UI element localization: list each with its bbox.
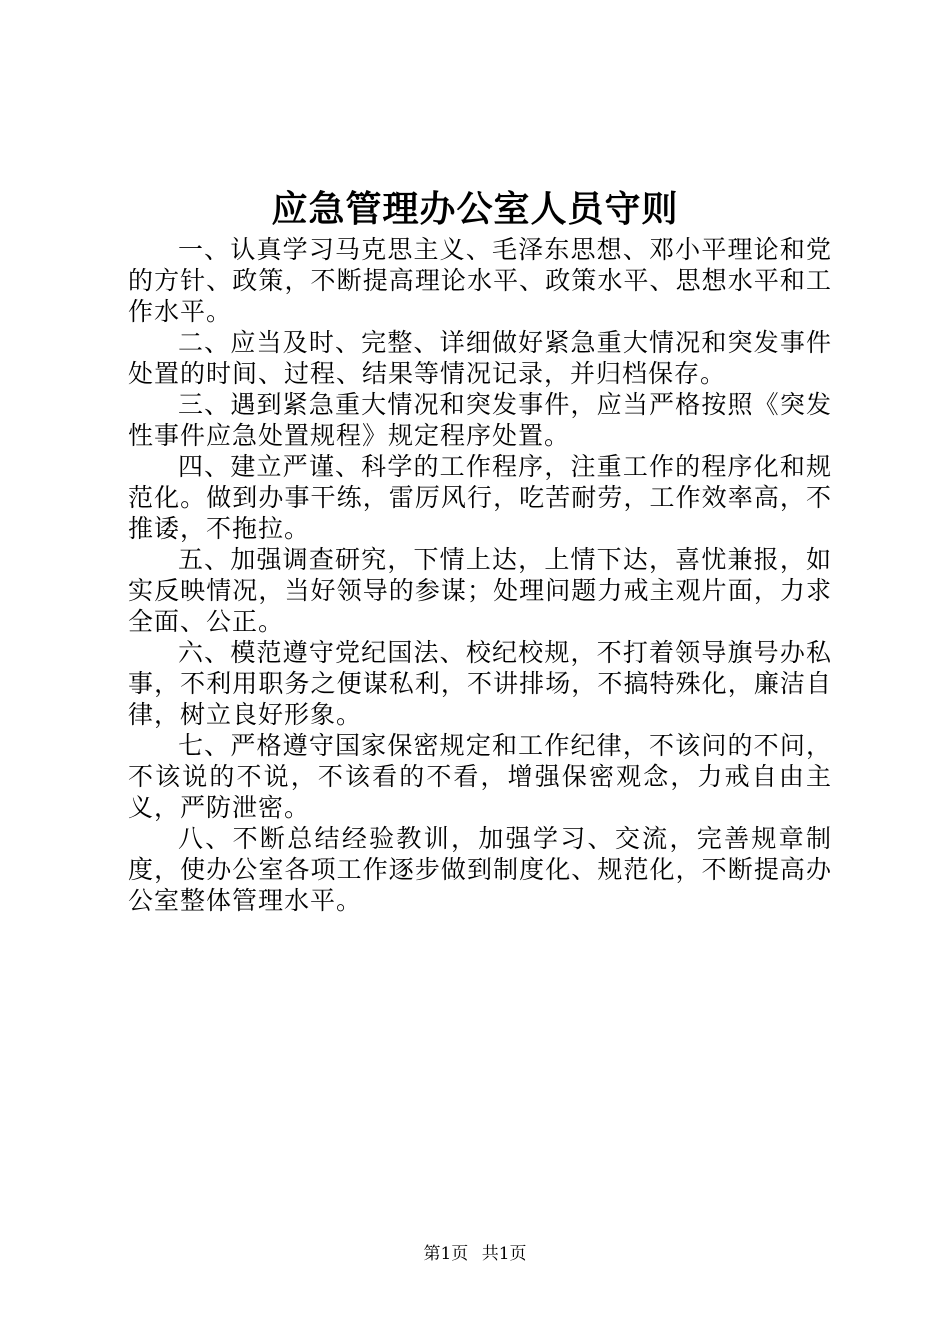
paragraph-2: 二、应当及时、完整、详细做好紧急重大情况和突发事件处置的时间、过程、结果等情况记录，并归档保存。 (128, 328, 832, 388)
paragraph-3: 三、遇到紧急重大情况和突发事件，应当严格按照《突发性事件应急处置规程》规定程序处置。 (128, 390, 832, 450)
paragraph-4: 四、建立严谨、科学的工作程序，注重工作的程序化和规范化。做到办事干练，雷厉风行，吃苦耐劳，工作效率高，不推诿，不拖拉。 (128, 452, 832, 543)
page-total: 共1页 (481, 1244, 527, 1264)
paragraph-8: 八、不断总结经验教训，加强学习、交流，完善规章制度，使办公室各项工作逐步做到制度化、规范化，不断提高办公室整体管理水平。 (128, 824, 832, 915)
paragraph-6: 六、模范遵守党纪国法、校纪校规，不打着领导旗号办私事，不利用职务之便谋私利，不讲排场，不搞特殊化，廉洁自律，树立良好形象。 (128, 638, 832, 729)
page-footer (0, 1243, 950, 1265)
document-body (128, 234, 832, 916)
paragraph-1: 一、认真学习马克思主义、毛泽东思想、邓小平理论和党的方针、政策，不断提高理论水平、政策水平、思想水平和工作水平。 (128, 235, 832, 326)
document-title: 应急管理办公室人员守则 (271, 188, 679, 230)
page-number: 第1页 (423, 1244, 469, 1264)
paragraph-5: 五、加强调查研究，下情上达，上情下达，喜忧兼报，如实反映情况，当好领导的参谋；处理问题力戒主观片面，力求全面、公正。 (128, 545, 832, 636)
paragraph-7: 七、严格遵守国家保密规定和工作纪律，不该问的不问，不该说的不说，不该看的不看，增强保密观念，力戒自由主义，严防泄密。 (128, 731, 832, 822)
